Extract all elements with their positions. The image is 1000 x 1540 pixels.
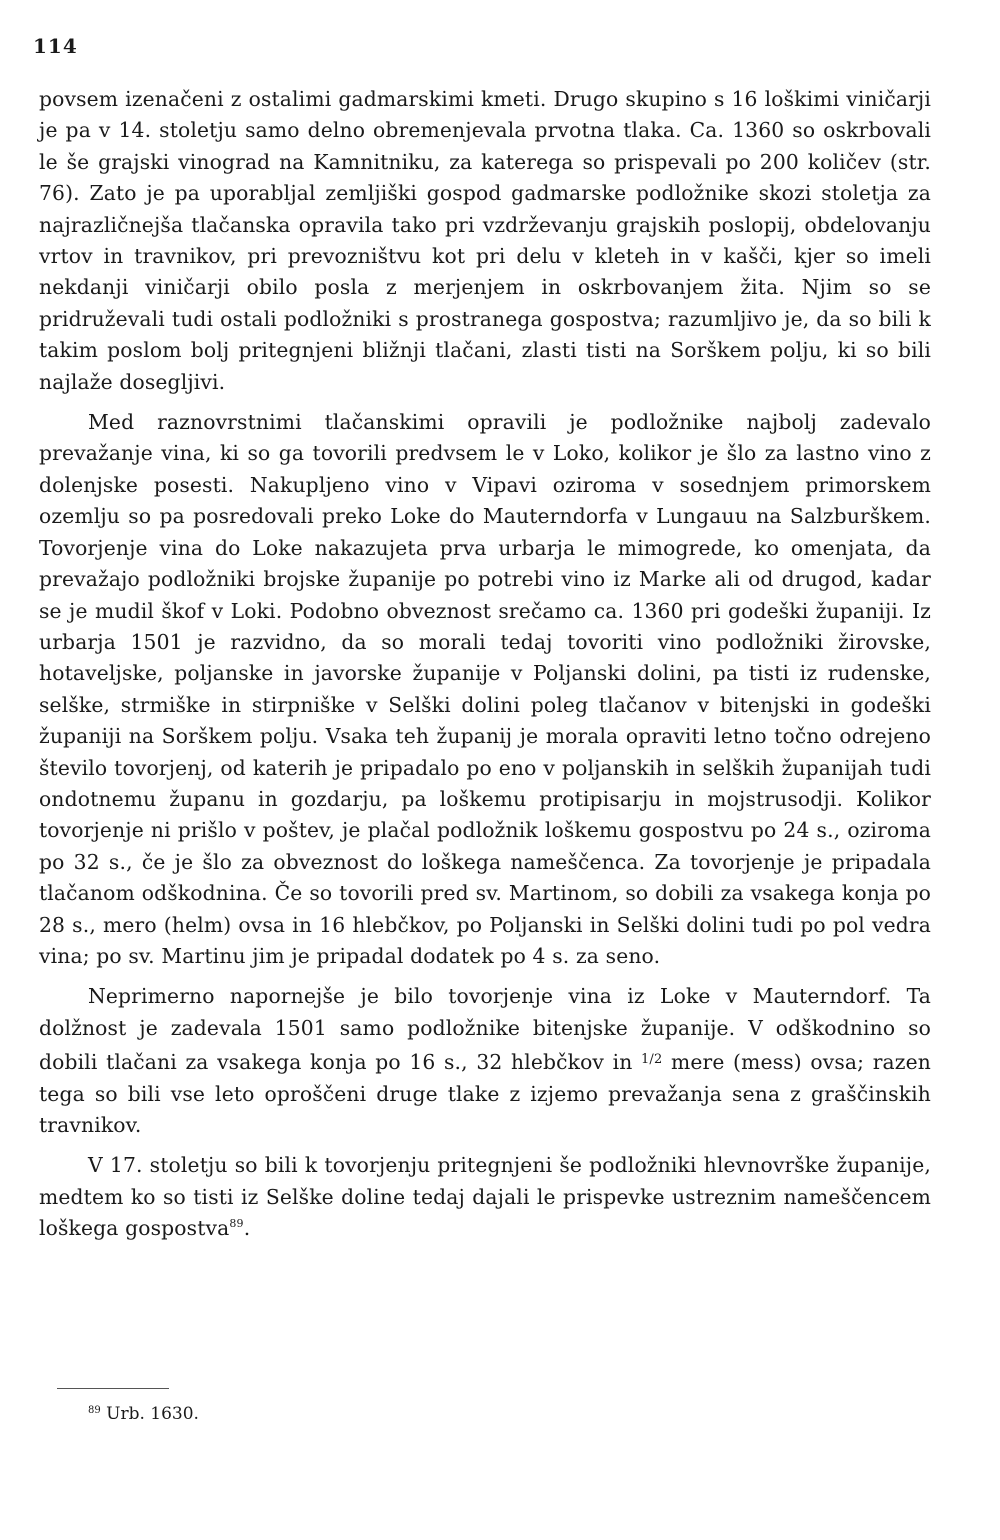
fraction-half: 1/2 xyxy=(641,1052,663,1068)
paragraph-3-text-end: mere (mess) ovsa; razen tega so bili vse leto oproščeni druge tlake z izjemo prevažanja sena z graščinskih travnikov. xyxy=(39,1050,931,1137)
footnote-text: Urb. 1630. xyxy=(106,1404,199,1424)
body-text xyxy=(39,84,931,1254)
paragraph-3-text-start: Neprimerno napornejše je bilo tovorjenje vina iz Loke v Mauterndorf. Ta dolžnost je zadevala 1501 samo podložnike bitenjske županije. V odškodnino so dobili tlačani za vsakega konja po 16 s., 32 hlebčkov in xyxy=(39,984,931,1075)
paragraph-4-text-end: . xyxy=(243,1216,251,1241)
footnote-marker: 89 xyxy=(88,1405,101,1416)
paragraph-1 xyxy=(39,84,931,398)
paragraph-1-text: povsem izenačeni z ostalimi gadmarskimi kmeti. Drugo skupino s 16 loškimi viničarji je pa v 14. stoletju samo delno obremenjevala prvotna tlaka. Ca. 1360 so oskrbovali le še grajski vinograd na Kamnitniku, za katerega so prispevali po 200 količev (str. 76). Zato je pa uporabljal zemljiški gospod gadmarske podložnike skozi stoletja za najrazličnejša tlačanska opravila tako pri vzdrževanju grajskih poslopij, obdelovanju vrtov in travnikov, pri prevozništvu kot pri delu v kleteh in v kašči, kjer so imeli nekdanji viničarji obilo posla z merjenjem in oskrbovanjem žita. Njim so se pridruževali tudi ostali podložniki s prostranega gospostva; razumljivo je, da so bili k takim poslom bolj pritegnjeni bližnji tlačani, zlasti tisti na Sorškem polju, ki so bili najlaže dosegljivi. xyxy=(39,87,931,394)
page-number: 114 xyxy=(33,34,78,58)
footnote xyxy=(88,1404,199,1424)
footnote-divider xyxy=(57,1388,169,1389)
paragraph-4-text: V 17. stoletju so bili k tovorjenju pritegnjeni še podložniki hlevnovrške županije, medtem ko so tisti iz Selške doline tedaj dajali le prispevke ustreznim nameščencem loškega gospostva xyxy=(39,1153,931,1241)
footnote-reference: 89 xyxy=(229,1217,244,1231)
paragraph-3 xyxy=(39,981,931,1141)
paragraph-2-text: Med raznovrstnimi tlačanskimi opravili je podložnike najbolj zadevalo prevažanje vina, ki so ga tovorili predvsem le v Loko, kolikor je šlo za lastno vino z dolenjske posesti. Nakupljeno vino v Vipavi oziroma v sosednjem primorskem ozemlju so pa posredovali preko Loke do Mauterndorfa v Lungauu na Salzburškem. Tovorjenje vina do Loke nakazujeta prva urbarja le mimogrede, ko omenjata, da prevažajo podložniki brojske županije po potrebi vino iz Marke ali od drugod, kadar se je mudil škof v Loki. Podobno obveznost srečamo ca. 1360 pri godeški županiji. Iz urbarja 1501 je razvidno, da so morali tedaj tovoriti vino podložniki žirovske, hotaveljske, poljanske in javorske županije v Poljanski dolini, pa tisti iz rudenske, selške, strmiške in stirpniške v Selški dolini poleg tlačanov v bitenjski in godeški županiji na Sorškem polju. Vsaka teh županij je morala opraviti letno točno odrejeno število tovorjenj, od katerih je pripadalo po eno v poljanskih in selških županijah tudi ondotnemu županu in gozdarju, pa loškemu protipisarju in mojstrusodji. Kolikor tovorjenje ni prišlo v poštev, je plačal podložnik loškemu gospostvu po 24 s., oziroma po 32 s., če je šlo za obveznost do loškega nameščenca. Za tovorjenje je pripadala tlačanom odškodnina. Če so tovorili pred sv. Martinom, so dobili za vsakega konja po 28 s., mero (helm) ovsa in 16 hlebčkov, po Poljanski in Selški dolini tudi po pol vedra vina; po sv. Martinu jim je pripadal dodatek po 4 s. za seno. xyxy=(39,410,931,968)
paragraph-2 xyxy=(39,407,931,972)
paragraph-4 xyxy=(39,1150,931,1244)
